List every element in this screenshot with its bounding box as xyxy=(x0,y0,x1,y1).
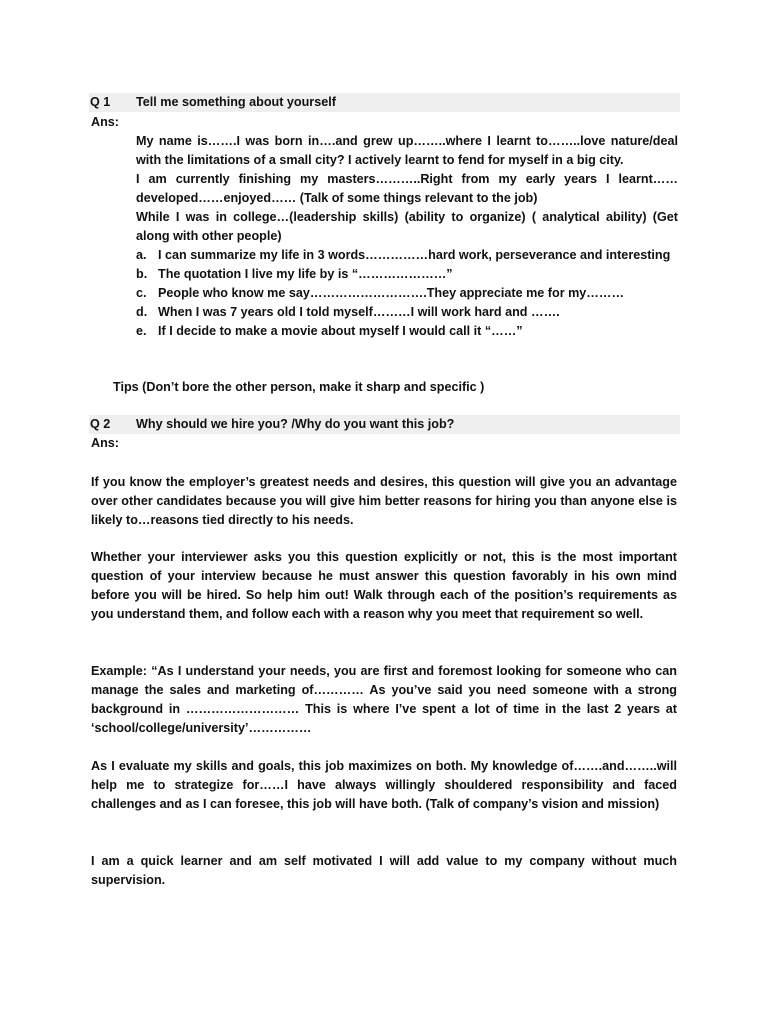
question-2-text: Why should we hire you? /Why do you want this job? xyxy=(136,417,455,431)
question-2-number: Q 2 xyxy=(90,417,111,431)
answer-2-label: Ans: xyxy=(91,436,119,450)
list-item xyxy=(136,284,678,303)
list-item-marker: b. xyxy=(136,267,148,281)
list-item-text: People who know me say……………………….They appreciate me for my……… xyxy=(158,286,625,300)
list-item xyxy=(136,246,678,265)
answer-1-paragraph-1: My name is…….I was born in….and grew up……..where I learnt to……..love nature/deal with the limitations of a small city? I actively learnt to fend for myself in a big city. xyxy=(136,134,678,167)
tips-note: Tips (Don’t bore the other person, make it sharp and specific ) xyxy=(113,380,485,394)
list-item-marker: d. xyxy=(136,305,148,319)
answer-1-list xyxy=(136,246,678,341)
question-1-number: Q 1 xyxy=(90,95,111,109)
list-item-text: When I was 7 years old I told myself………I will work hard and ……. xyxy=(158,305,560,319)
answer-1-paragraph-3: While I was in college…(leadership skills) (ability to organize) ( analytical ability) (Get along with other people) xyxy=(136,210,678,243)
list-item-marker: a. xyxy=(136,248,147,262)
answer-2-paragraph-2: Whether your interviewer asks you this question explicitly or not, this is the most important question of your interview because he must answer this question favorably in his own mind before you will be hired. So help him out! Walk through each of the position’s requirements as you understand them, and follow each with a reason why you meet that requirement so well. xyxy=(91,550,677,621)
answer-2-paragraph-1: If you know the employer’s greatest needs and desires, this question will give you an advantage over other candidates because you will give him better reasons for hiring you than anyone else is likely to…reasons tied directly to his needs. xyxy=(91,475,677,527)
list-item-text: If I decide to make a movie about myself I would call it “……” xyxy=(158,324,523,338)
list-item xyxy=(136,303,678,322)
list-item-marker: c. xyxy=(136,286,147,300)
answer-1-label: Ans: xyxy=(91,115,119,129)
list-item xyxy=(136,322,678,341)
list-item-text: The quotation I live my life by is “…………………” xyxy=(158,267,453,281)
list-item-text: I can summarize my life in 3 words……………hard work, perseverance and interesting xyxy=(158,248,671,262)
answer-2-paragraph-4: As I evaluate my skills and goals, this job maximizes on both. My knowledge of…….and……..will help me to strategize for……I have always willingly shouldered responsibility and faced challenges and as I can foresee, this job will have both. (Talk of company’s vision and mission) xyxy=(91,759,677,811)
answer-2-paragraph-3: Example: “As I understand your needs, you are first and foremost looking for someone who can manage the sales and marketing of………… As you’ve said you need someone with a strong background in ……………………… This is where I’ve spent a lot of time in the last 2 years at ‘school/college/university’…………… xyxy=(91,664,677,735)
list-item xyxy=(136,265,678,284)
question-1-header xyxy=(89,93,680,112)
list-item-marker: e. xyxy=(136,324,147,338)
answer-1-paragraph-2: I am currently finishing my masters………..Right from my early years I learnt……developed……enjoyed…… (Talk of some things relevant to the job) xyxy=(136,172,678,205)
question-2-header xyxy=(89,415,680,434)
question-1-text: Tell me something about yourself xyxy=(136,95,336,109)
answer-2-paragraph-5: I am a quick learner and am self motivated I will add value to my company without much supervision. xyxy=(91,854,677,887)
